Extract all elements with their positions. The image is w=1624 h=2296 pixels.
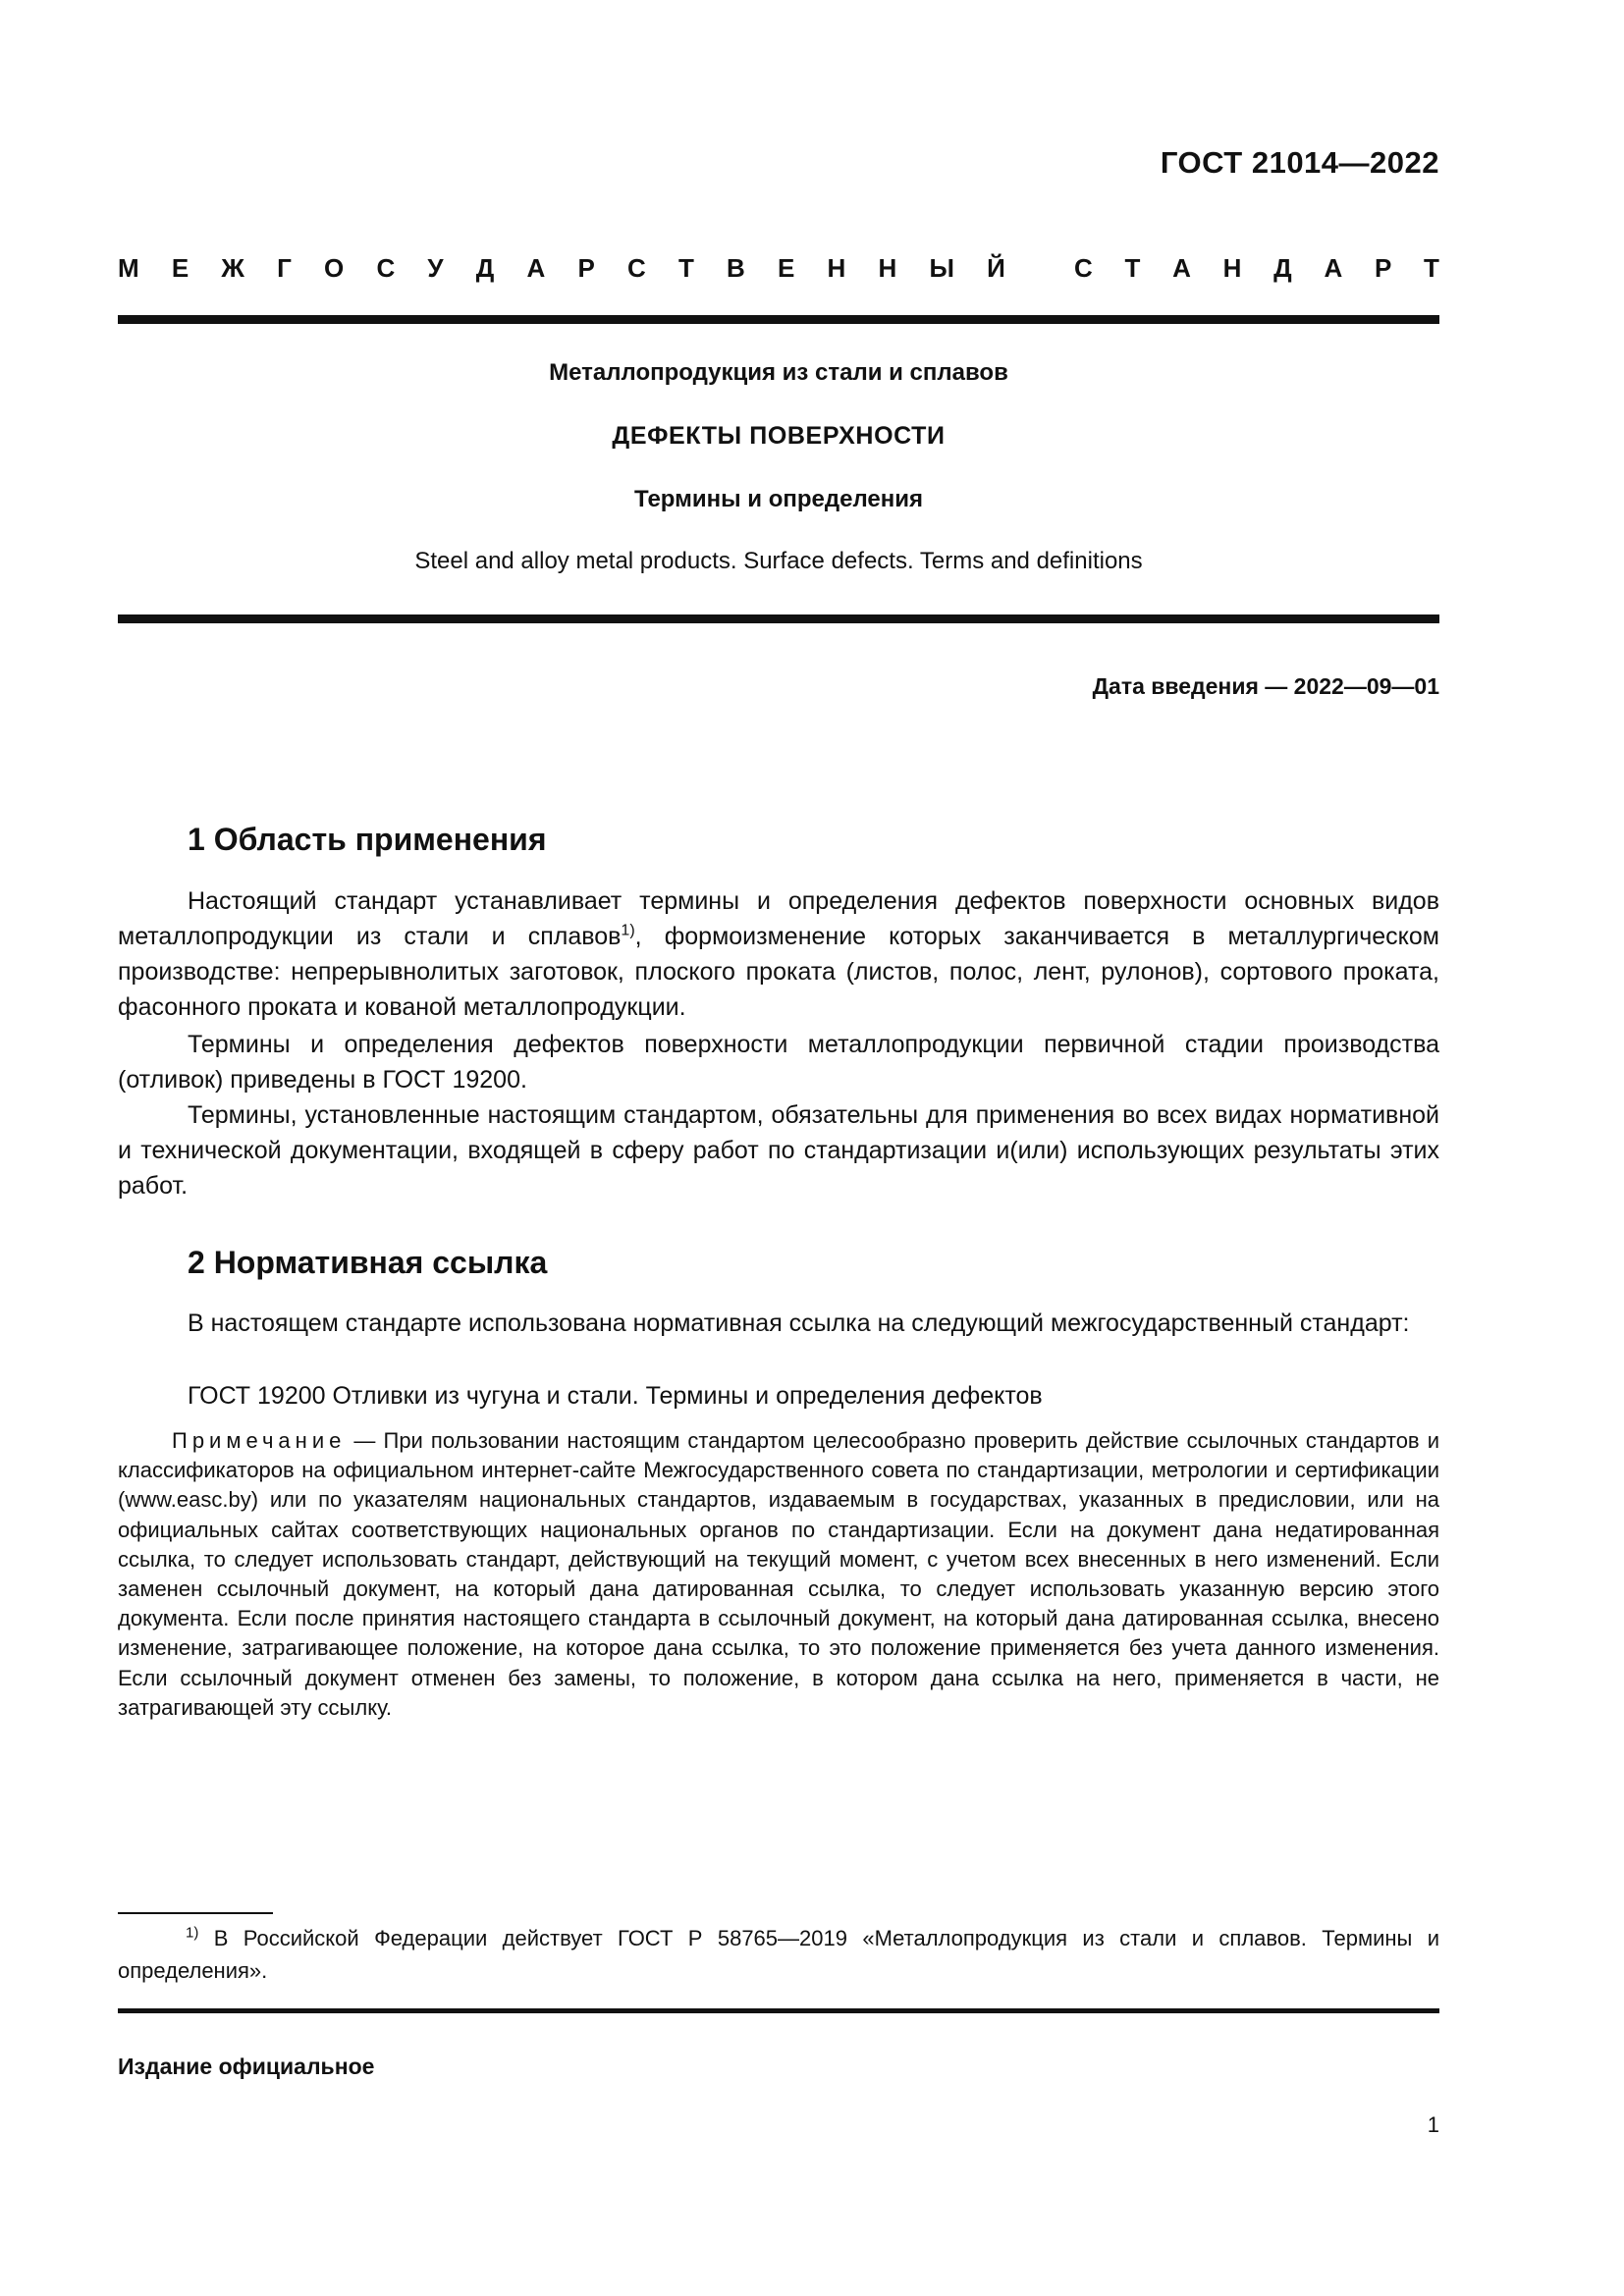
title-line-product: Металлопродукция из стали и сплавов [549, 359, 1008, 386]
footer-divider [118, 2008, 1439, 2013]
standard-word: С Т А Н Д А Р Т [1074, 253, 1439, 283]
introduction-date: Дата введения — 2022—09—01 [1092, 673, 1439, 699]
title-line-terms: Термины и определения [633, 486, 924, 512]
title-divider [118, 614, 1439, 623]
footnote-text: В Российской Федерации действует ГОСТ Р 58765—2019 «Металлопродукция из стали и сплавов. Термины и определения». [118, 1926, 1439, 1983]
title-line-main: ДЕФЕКТЫ ПОВЕРХНОСТИ [612, 422, 946, 450]
document-code: ГОСТ 21014—2022 [1160, 145, 1439, 180]
title-english: Steel and alloy metal products. Surface defects. Terms and definitions [414, 548, 1143, 574]
section-heading-scope: 1 Область применения [188, 822, 547, 857]
interstate-standard-banner [118, 253, 1439, 284]
scope-paragraph-1: Настоящий стандарт устанавливает термины и определения дефектов поверхности основных видов металлопродукции из стали и сплавов$^{1)}$, формоизменение которых заканчивается в металлургическом производстве: непрерывнолитых заготовок, плоского проката (листов, полос, лент, рулонов), сортового проката, фасонного проката и кованой металлопродукции. [118, 887, 1439, 1021]
section-heading-normative-reference: 2 Нормативная ссылка [188, 1245, 548, 1280]
footnote-marker: 1) [186, 1924, 199, 1942]
page-number: 1 [1427, 2112, 1439, 2137]
footnote [118, 1922, 1439, 1987]
reference-paragraph-1: В настоящем стандарте использована нормативная ссылка на следующий межгосударственный стандарт: [188, 1309, 1410, 1337]
note-text: — При пользовании настоящим стандартом целесообразно проверить действие ссылочных стандартов и классификаторов на официальном интернет-сайте Межгосударственного совета по стандартизации, метрологии и сертификации (www.easc.by) или по указателям национальных стандартов, издаваемым в государствах, указанных в предисловии, или на официальных сайтах соответствующих национальных органов по стандартизации. Если на документ дана недатированная ссылка, то следует использовать стандарт, действующий на текущий момент, с учетом всех внесенных в него изменений. Если заменен ссылочный документ, на который дана датированная ссылка, то следует использовать указанную версию этого документа. Если после принятия настоящего стандарта в ссылочный документ, на который дана датированная ссылка, внесено изменение, затрагивающее положение, на которое дана ссылка, то это положение применяется без учета данного изменения. Если ссылочный документ отменен без замены, то положение, в котором дана ссылка на него, применяется в части, не затрагивающей эту ссылку. [118, 1428, 1439, 1720]
reference-standard-entry: ГОСТ 19200 Отливки из чугуна и стали. Термины и определения дефектов [188, 1382, 1043, 1410]
note-label: Примечание [172, 1428, 347, 1453]
footnote-reference[interactable]: 1) [621, 922, 635, 939]
footnote-divider [118, 1912, 273, 1914]
note-paragraph [118, 1426, 1439, 1723]
header-divider [118, 315, 1439, 324]
interstate-word: М Е Ж Г О С У Д А Р С Т В Е Н Н Ы Й [118, 253, 1005, 283]
scope-paragraph-2: Термины и определения дефектов поверхности металлопродукции первичной стадии производства (отливок) приведены в ГОСТ 19200. [118, 1031, 1439, 1094]
edition-label: Издание официальное [118, 2054, 375, 2079]
scope-paragraph-3: Термины, установленные настоящим стандартом, обязательны для применения во всех видах нормативной и технической документации, входящей в сферу работ по стандартизации и(или) использующих результаты этих работ. [118, 1101, 1439, 1200]
